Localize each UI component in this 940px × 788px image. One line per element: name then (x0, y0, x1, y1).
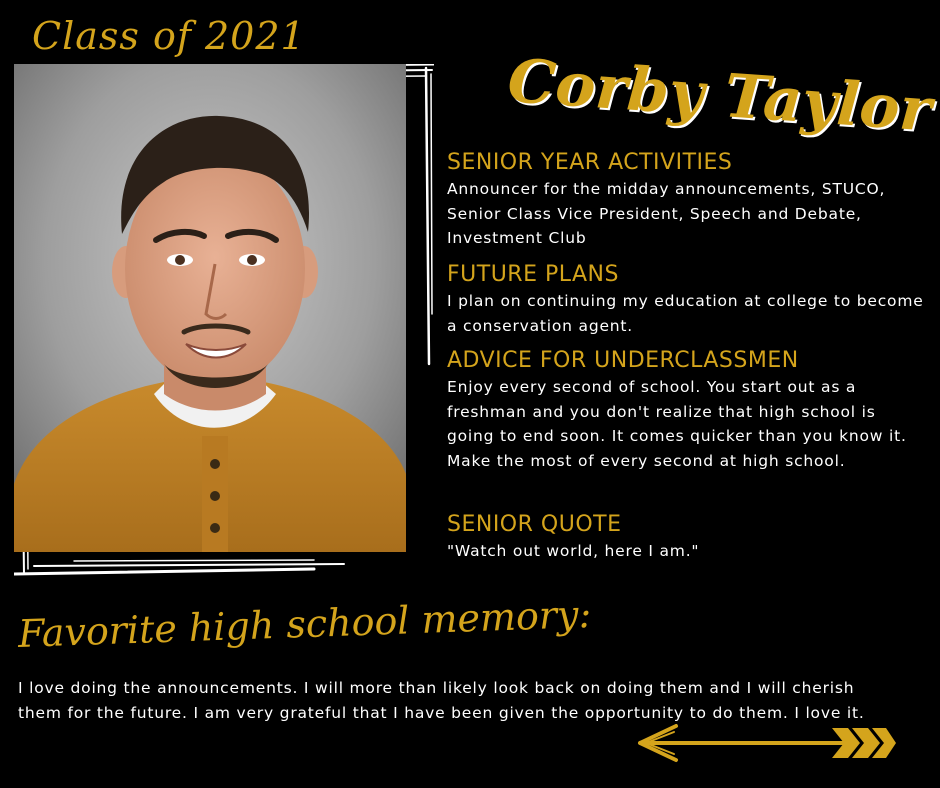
advice-section (447, 348, 927, 473)
advice-heading: ADVICE FOR UNDERCLASSMEN (447, 348, 799, 373)
class-year-title: Class of 2021 (32, 14, 306, 58)
quote-text: "Watch out world, here I am." (447, 542, 700, 560)
future-plans-heading: FUTURE PLANS (447, 262, 619, 287)
portrait-photo (14, 64, 406, 552)
student-name: Corby Taylor (505, 46, 934, 146)
quote-heading: SENIOR QUOTE (447, 512, 622, 537)
future-plans-text: I plan on continuing my education at college to become a conservation agent. (447, 292, 924, 335)
advice-text: Enjoy every second of school. You start out as a freshman and you don't realize that high school is going to end soon. It comes quicker than you know it. Make the most of every second at high school. (447, 378, 907, 470)
photo-frame (14, 64, 434, 576)
future-plans-section (447, 262, 927, 338)
memory-heading: Favorite high school memory: (17, 591, 592, 656)
activities-heading: SENIOR YEAR ACTIVITIES (447, 150, 733, 175)
activities-text: Announcer for the midday announcements, STUCO, Senior Class Vice President, Speech and Debate, Investment Club (447, 180, 886, 247)
activities-section (447, 150, 927, 251)
quote-section (447, 512, 927, 564)
memory-text: I love doing the announcements. I will more than likely look back on doing them and I will cherish them for the future. I am very grateful that I have been given the opportunity to do them. I love it. (18, 679, 865, 722)
arrow-left-icon (636, 722, 898, 764)
